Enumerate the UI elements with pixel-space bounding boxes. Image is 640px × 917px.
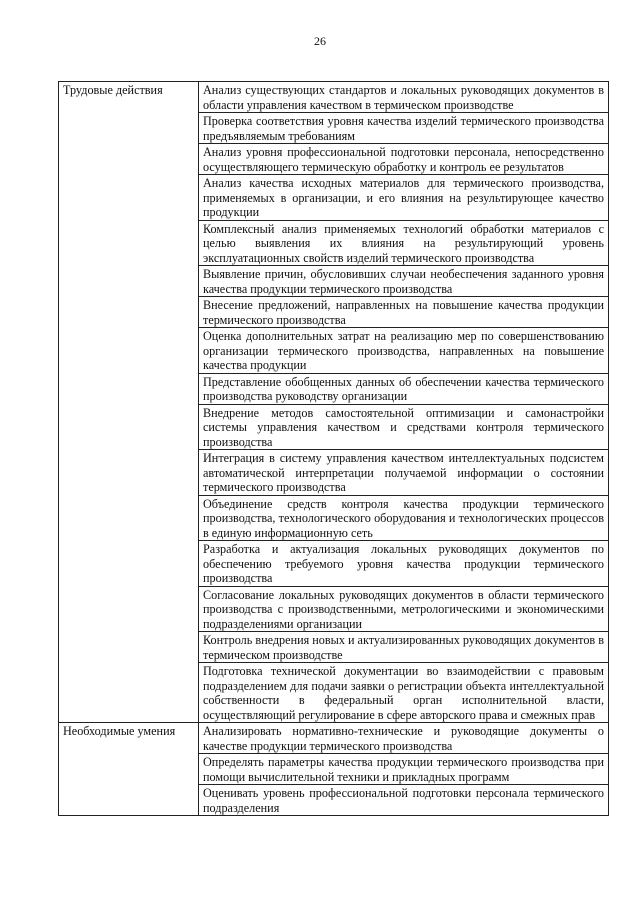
table-cell-item: Контроль внедрения новых и актуализированных руководящих документов в термическом производстве xyxy=(199,632,609,663)
table-cell-item: Интеграция в систему управления качеством интеллектуальных подсистем автоматической интерпретации получаемой информации о состоянии термического производства xyxy=(199,450,609,496)
table-cell-item: Подготовка технической документации во взаимодействии с правовым подразделением для подачи заявки о регистрации объекта интеллектуальной собственности в федеральный орган исполнительной власти, осуществляющий регулирование в сфере авторского права и смежных прав xyxy=(199,663,609,723)
table-row xyxy=(59,82,609,113)
table-cell-item: Разработка и актуализация локальных руководящих документов по обеспечению требуемого уровня качества продукции термического производства xyxy=(199,541,609,587)
table-cell-item: Согласование локальных руководящих документов в области термического производства с производственными, метрологическими и экономическими подразделениями организации xyxy=(199,586,609,632)
page-number: 26 xyxy=(314,34,326,48)
table-cell-item: Определять параметры качества продукции термического производства при помощи вычислительной техники и прикладных программ xyxy=(199,754,609,785)
table-cell-item: Выявление причин, обусловивших случаи необеспечения заданного уровня качества продукции термического производства xyxy=(199,266,609,297)
table-cell-item: Анализ существующих стандартов и локальных руководящих документов в области управления качеством в термическом производстве xyxy=(199,82,609,113)
table-cell-item: Анализ качества исходных материалов для термического производства, применяемых в организации, и его влияния на результирующее качество продукции xyxy=(199,175,609,221)
table-row xyxy=(59,723,609,754)
table-cell-item: Оценивать уровень профессиональной подготовки персонала термического подразделения xyxy=(199,785,609,816)
table-cell-item: Внесение предложений, направленных на повышение качества продукции термического производства xyxy=(199,297,609,328)
table-cell-item: Оценка дополнительных затрат на реализацию мер по совершенствованию организации термического производства, направленных на повышение качества продукции xyxy=(199,328,609,374)
table-cell-item: Представление обобщенных данных об обеспечении качества термического производства руководству организации xyxy=(199,373,609,404)
table-cell-item: Анализировать нормативно-технические и руководящие документы о качестве продукции термического производства xyxy=(199,723,609,754)
table-cell-item: Анализ уровня профессиональной подготовки персонала, непосредственно осуществляющего термическую обработку и контроль ее результатов xyxy=(199,144,609,175)
table-cell-item: Объединение средств контроля качества продукции термического производства, технологического оборудования и технологических процессов в единую информационную сеть xyxy=(199,495,609,541)
section-label: Трудовые действия xyxy=(59,82,199,723)
section-label: Необходимые умения xyxy=(59,723,199,816)
table-cell-item: Внедрение методов самостоятельной оптимизации и самонастройки системы управления качеством и средствами контроля термического производства xyxy=(199,404,609,450)
table-cell-item: Комплексный анализ применяемых технологий обработки материалов с целью выявления их влияния на результирующий уровень эксплуатационных свойств изделий термического производства xyxy=(199,220,609,266)
competency-table xyxy=(58,81,609,816)
table-cell-item: Проверка соответствия уровня качества изделий термического производства предъявляемым требованиям xyxy=(199,113,609,144)
